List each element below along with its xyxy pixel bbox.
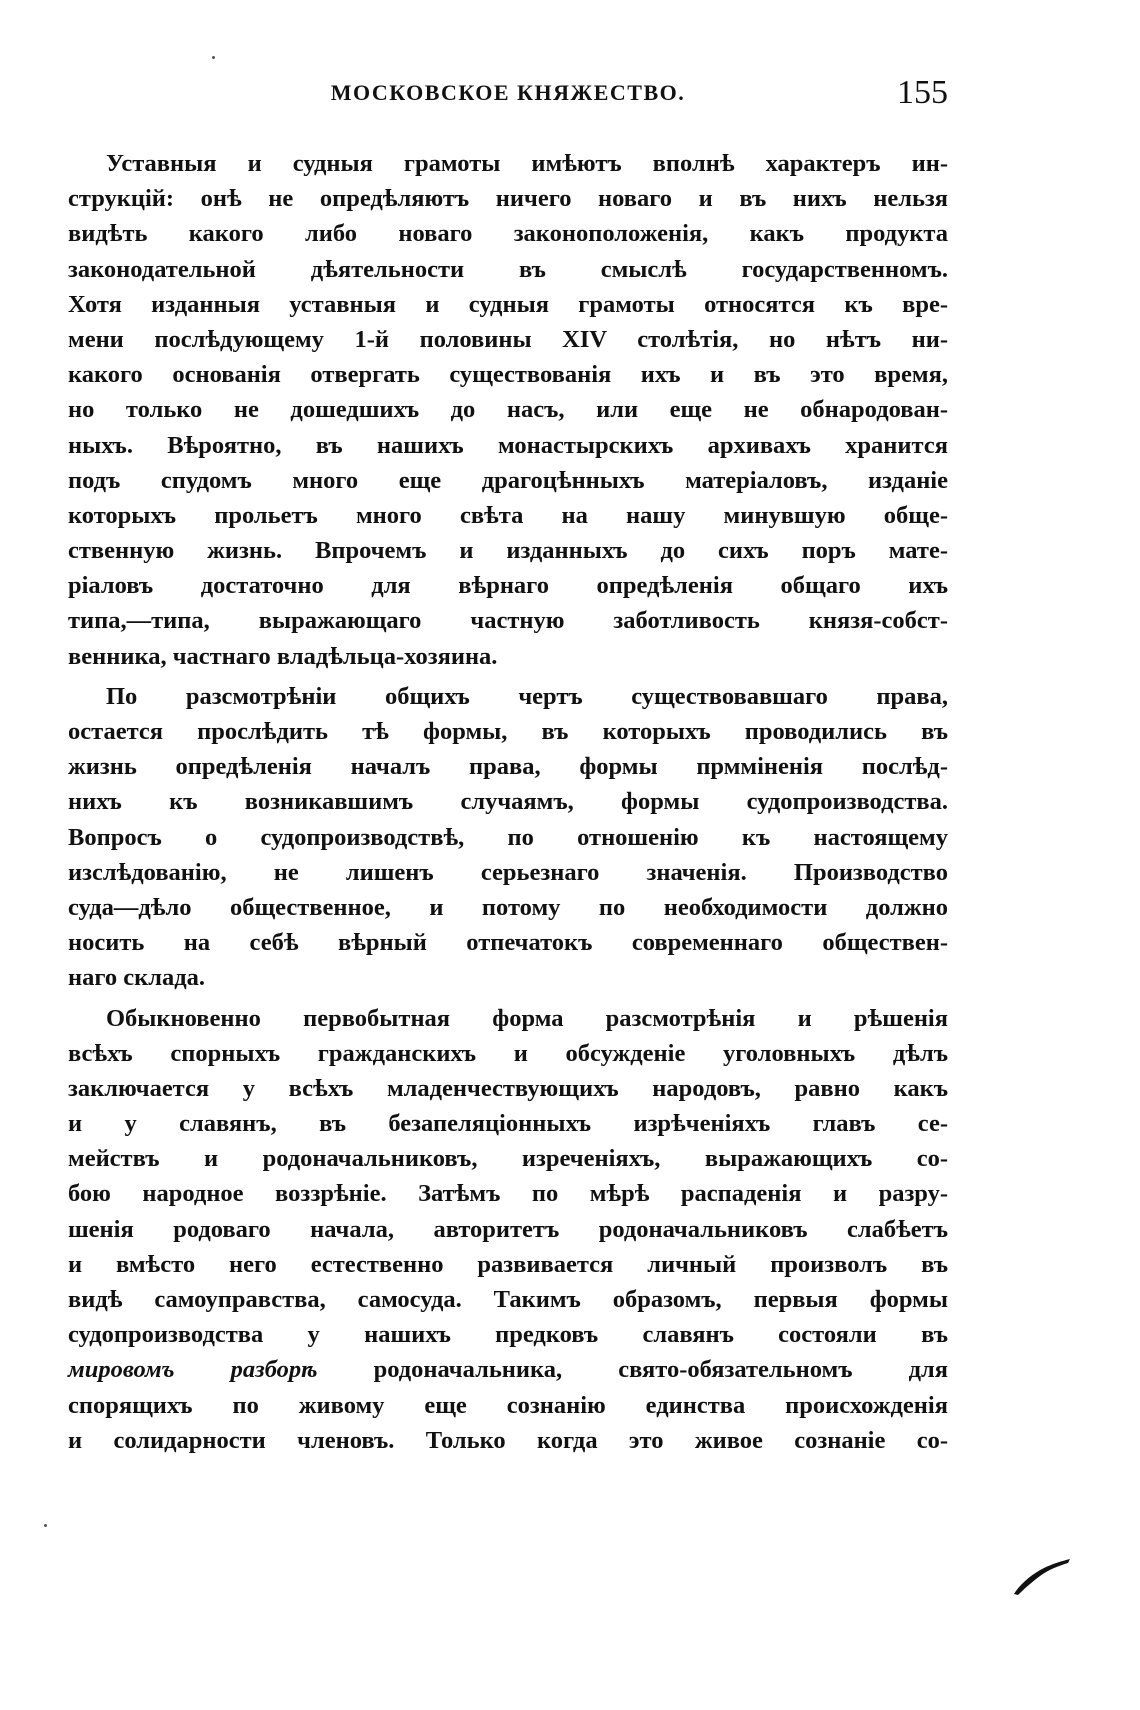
text-line: судопроизводства у нашихъ предковъ славянъ состояли въ xyxy=(68,1321,948,1349)
text-line: заключается у всѣхъ младенчествующихъ народовъ, равно какъ xyxy=(68,1074,948,1102)
italic-phrase: мировомъ разборѣ xyxy=(68,1356,318,1384)
text-line: но только не дошедшихъ до насъ, или еще не обнародован- xyxy=(68,396,948,424)
body-text xyxy=(68,146,948,1463)
text-line: носить на себѣ вѣрный отпечатокъ современнаго обществен- xyxy=(68,929,948,957)
text-line: спорящихъ по живому еще сознанію единства происхожденія xyxy=(68,1391,948,1419)
text-line: какого основанія отвергать существованія ихъ и въ это время, xyxy=(68,361,948,389)
ink-smudge xyxy=(1012,1556,1072,1596)
text-line: законодательной дѣятельности въ смыслѣ государственномъ. xyxy=(68,255,948,283)
text-line: нихъ къ возникавшимъ случаямъ, формы судопроизводства. xyxy=(68,788,948,816)
running-title: МОСКОВСКОЕ КНЯЖЕСТВО. xyxy=(330,80,686,105)
scan-speck xyxy=(44,1524,47,1527)
text-line: ственную жизнь. Впрочемъ и изданныхъ до сихъ поръ мате- xyxy=(68,537,948,565)
paragraph-2 xyxy=(68,679,948,996)
text-line: мени послѣдующему 1-й половины XIV столѣтія, но нѣтъ ни- xyxy=(68,325,948,353)
text-line-with-italic xyxy=(68,1352,948,1387)
text-line: венника, частнаго владѣльца-хозяина. xyxy=(68,642,498,670)
text-line: и вмѣсто него естественно развивается личный произволъ въ xyxy=(68,1250,948,1278)
paragraph-1 xyxy=(68,146,948,674)
text-line: мействъ и родоначальниковъ, изреченіяхъ, выражающихъ со- xyxy=(68,1145,948,1173)
text-line: подъ спудомъ много еще драгоцѣнныхъ матеріаловъ, изданіе xyxy=(68,466,948,494)
text-line: и солидарности членовъ. Только когда это живое сознаніе со- xyxy=(68,1426,948,1454)
text-line: струкцій: онѣ не опредѣляютъ ничего новаго и въ нихъ нельзя xyxy=(68,185,948,213)
text-line: бою народное воззрѣніе. Затѣмъ по мѣрѣ распаденія и разру- xyxy=(68,1180,948,1208)
text-line-rest: родоначальника, свято-обязательномъ для xyxy=(373,1356,948,1384)
text-line: наго склада. xyxy=(68,964,206,992)
text-line: Вопросъ о судопроизводствѣ, по отношенію къ настоящему xyxy=(68,823,948,851)
running-head xyxy=(68,74,948,116)
text-line: остается прослѣдить тѣ формы, въ которыхъ проводились въ xyxy=(68,718,948,745)
text-line: видѣ самоуправства, самосуда. Такимъ образомъ, первыя формы xyxy=(68,1286,948,1313)
text-line: жизнь опредѣленія началъ права, формы прмміненія послѣд- xyxy=(68,753,948,781)
text-line: изслѣдованію, не лишенъ серьезнаго значенія. Производство xyxy=(68,858,948,886)
scan-speck xyxy=(212,56,215,59)
text-line: По разсмотрѣніи общихъ чертъ существовавшаго права, xyxy=(106,682,948,710)
paragraph-3 xyxy=(68,1001,948,1458)
text-line: шенія родоваго начала, авторитетъ родоначальниковъ слабѣетъ xyxy=(68,1215,948,1243)
text-line: видѣть какого либо новаго законоположенія, какъ продукта xyxy=(68,220,948,248)
text-line: Хотя изданныя уставныя и судныя грамоты относятся къ вре- xyxy=(68,290,948,318)
text-line: которыхъ прольетъ много свѣта на нашу минувшую обще- xyxy=(68,501,948,529)
text-line: Уставныя и судныя грамоты имѣютъ вполнѣ характеръ ин- xyxy=(106,150,948,177)
text-line: ныхъ. Вѣроятно, въ нашихъ монастырскихъ архивахъ хранится xyxy=(68,431,948,459)
text-line: суда—дѣло общественное, и потому по необходимости должно xyxy=(68,893,948,921)
text-line: и у славянъ, въ безапеляціонныхъ изрѣченіяхъ главъ се- xyxy=(68,1110,948,1138)
page-number: 155 xyxy=(897,74,948,111)
text-line: ріаловъ достаточно для вѣрнаго опредѣленія общаго ихъ xyxy=(68,572,948,600)
text-line: типа,—типа, выражающаго частную заботливость князя-собст- xyxy=(68,607,948,635)
text-line: всѣхъ спорныхъ гражданскихъ и обсужденіе уголовныхъ дѣлъ xyxy=(68,1039,948,1067)
text-line: Обыкновенно первобытная форма разсмотрѣнія и рѣшенія xyxy=(106,1004,948,1032)
